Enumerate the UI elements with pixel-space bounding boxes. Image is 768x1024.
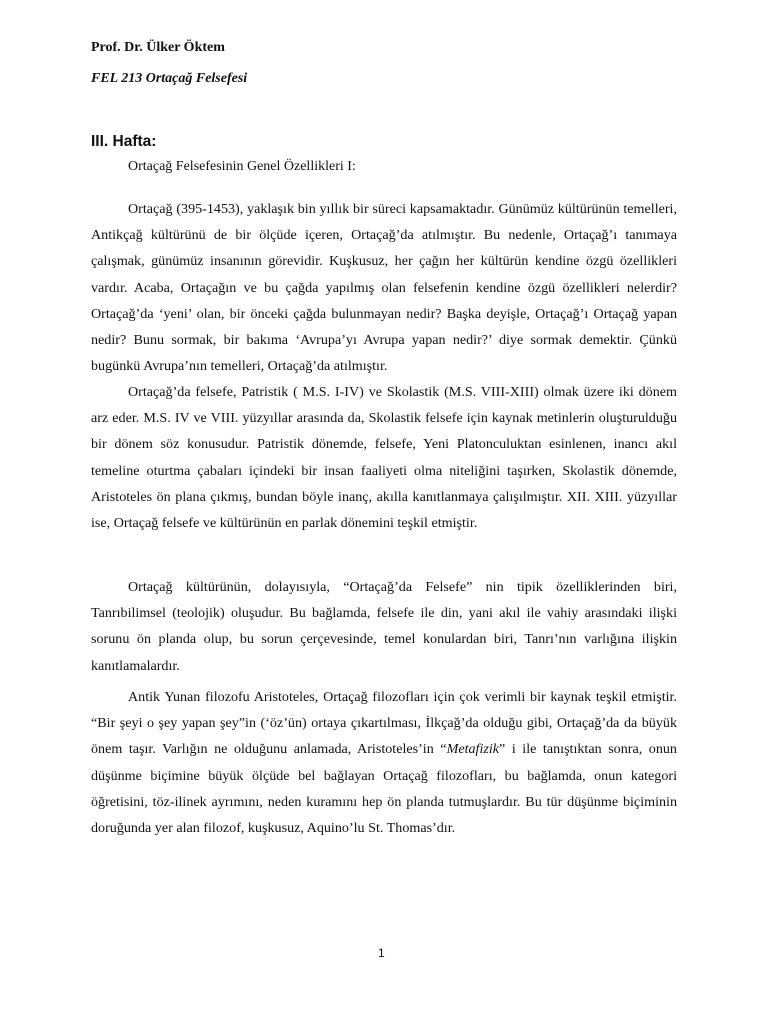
paragraph-4-text-before: Antik Yunan filozofu Aristoteles, Ortaçağ filozofları için çok verimli bir kaynak teşkil etmiştir. “Bir şeyi o şey yapan şey”in (‘öz’ün) ortaya çıkartılması, İlkçağ’da olduğu gibi, Ortaçağ’da da büyük önem taşır. Varlığın ne olduğunu anlamada, Aristoteles’in “ [91,689,677,758]
author-name: Prof. Dr. Ülker Öktem [91,40,225,55]
page-number: 1 [378,946,385,960]
week-heading: III. Hafta: [91,133,157,150]
section-subtitle: Ortaçağ Felsefesinin Genel Özellikleri I: [128,159,356,174]
paragraph-1: Ortaçağ (395-1453), yaklaşık bin yıllık bir süreci kapsamaktadır. Günümüz kültürünün temelleri, Antikçağ kültürünü de bir ölçüde içeren, Ortaçağ’da atılmıştır. Bu nedenle, Ortaçağ’ı tanımaya çalışmak, günümüz insanının görevidir. Kuşkusuz, her çağın her kültürün kendine özgü özellikleri vardır. Acaba, Ortaçağın ve bu çağda yapılmış olan felsefenin kendine özgü özellikleri nelerdir? Ortaçağ’da ‘yeni’ olan, bir önceki çağda bulunmayan nedir? Başka deyişle, Ortaçağ’ı Ortaçağ yapan nedir? Bunu sormak, bir bakıma ‘Avrupa’yı Avrupa yapan nedir?’ diye sormak demektir. Çünkü bugünkü Avrupa’nın temelleri, Ortaçağ’da atılmıştır. [91,201,677,375]
paragraph-4-text-after: ” i ile tanıştıktan sonra, onun düşünme biçimine büyük ölçüde bel bağlayan Ortaçağ filozofları, bu bağlamda, onun kategori öğretisini, töz-ilinek ayrımını, neden kuramını hep ön planda tutmuşlardır. Bu tür düşünme biçiminin doruğunda yer alan filozof, kuşkusuz, Aquino’lu St. Thomas’dır. [91,741,677,837]
paragraph-3: Ortaçağ kültürünün, dolayısıyla, “Ortaçağ’da Felsefe” nin tipik özelliklerinden biri, Tanrıbilimsel (teolojik) oluşudur. Bu bağlamda, felsefe ile din, yani akıl ile vahiy arasındaki ilişki sorunu ön planda olup, bu sorun çerçevesinde, temel konulardan biri, Tanrı’nın varlığına ilişkin kanıtlamalardır. [91,579,677,674]
paragraph-4 [91,684,677,841]
paragraph-2: Ortaçağ’da felsefe, Patristik ( M.S. I-IV) ve Skolastik (M.S. VIII-XIII) olmak üzere iki dönem arz eder. M.S. IV ve VIII. yüzyıllar arasında da, Skolastik felsefe için kaynak metinlerin oluşturulduğu bir dönem söz konusudur. Patristik dönemde, felsefe, Yeni Platonculuktan esinlenen, inancı akıl temeline oturtma çabaları içindeki bir insan faaliyeti olma niteliğini taşırken, Skolastik dönemde, Aristoteles ön plana çıkmış, bundan böyle inanç, akılla kanıtlanmaya çalışılmıştır. XII. XIII. yüzyıllar ise, Ortaçağ felsefe ve kültürünün en parlak dönemini teşkil etmiştir. [91,384,677,532]
document-page [91,0,677,1024]
course-title: FEL 213 Ortaçağ Felsefesi [91,71,248,86]
book-title-metafizik: Metafizik [446,741,500,758]
